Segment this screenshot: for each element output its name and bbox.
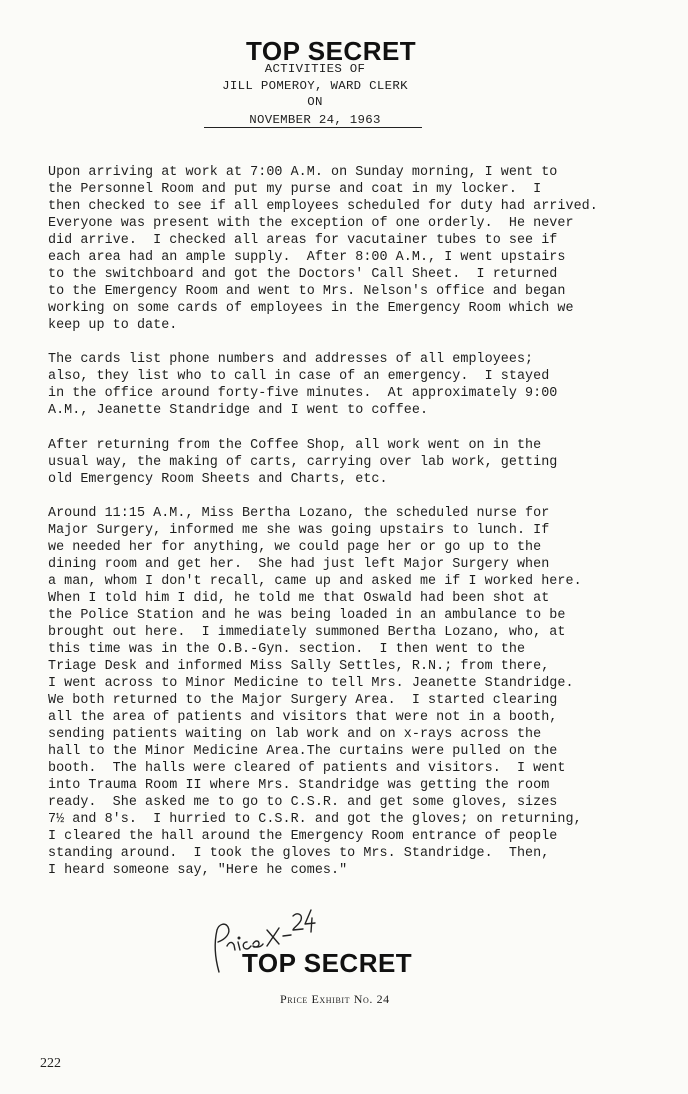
text-line: booth. The halls were cleared of patients and visitors. I went xyxy=(48,761,566,776)
top-secret-stamp-header: TOP SECRET xyxy=(246,36,417,66)
text-line: to the switchboard and got the Doctors' Call Sheet. I returned xyxy=(48,267,558,282)
text-line: I cleared the hall around the Emergency Room entrance of people xyxy=(48,829,558,844)
text-line: old Emergency Room Sheets and Charts, etc. xyxy=(48,472,388,487)
exhibit-label: Price Exhibit No. 24 xyxy=(280,992,390,1006)
text-line: the Personnel Room and put my purse and coat in my locker. I xyxy=(48,182,542,197)
text-line: also, they list who to call in case of an emergency. I stayed xyxy=(48,369,550,384)
text-line: each area had an ample supply. After 8:00 A.M., I went upstairs xyxy=(48,250,566,265)
text-line: the Police Station and he was being loaded in an ambulance to be xyxy=(48,608,566,623)
text-line: I went across to Minor Medicine to tell Mrs. Jeanette Standridge. xyxy=(48,676,574,691)
text-line: A.M., Jeanette Standridge and I went to coffee. xyxy=(48,403,429,418)
text-line: into Trauma Room II where Mrs. Standridge was getting the room xyxy=(48,778,550,793)
header-on: ON xyxy=(307,95,323,109)
header-person-name: JILL POMEROY, WARD CLERK xyxy=(222,79,408,93)
text-line: this time was in the O.B.-Gyn. section. I then went to the xyxy=(48,642,526,657)
text-line: standing around. I took the gloves to Mrs. Standridge. Then, xyxy=(48,846,550,861)
text-line: 7½ and 8's. I hurried to C.S.R. and got the gloves; on returning, xyxy=(48,812,582,827)
text-line: brought out here. I immediately summoned Bertha Lozano, who, at xyxy=(48,625,566,640)
text-line: sending patients waiting on lab work and on x-rays across the xyxy=(48,727,542,742)
text-line: hall to the Minor Medicine Area.The curtains were pulled on the xyxy=(48,744,558,759)
text-line: The cards list phone numbers and addresses of all employees; xyxy=(48,352,534,367)
text-line: Around 11:15 A.M., Miss Bertha Lozano, the scheduled nurse for xyxy=(48,506,550,521)
paragraph-oswald-arrival xyxy=(48,505,688,879)
text-line: I heard someone say, "Here he comes." xyxy=(48,863,348,878)
text-line: we needed her for anything, we could page her or go up to the xyxy=(48,540,542,555)
header-activities-of: ACTIVITIES OF xyxy=(264,62,366,76)
text-line: keep up to date. xyxy=(48,318,178,333)
page-number: 222 xyxy=(40,1056,61,1071)
text-line: all the area of patients and visitors that were not in a booth, xyxy=(48,710,558,725)
text-line: then checked to see if all employees scheduled for duty had arrived. xyxy=(48,199,598,214)
text-line: in the office around forty-five minutes. At approximately 9:00 xyxy=(48,386,558,401)
text-line: When I told him I did, he told me that Oswald had been shot at xyxy=(48,591,550,606)
paragraph-arrival xyxy=(48,164,688,334)
header-underline xyxy=(204,127,422,128)
text-line: ready. She asked me to go to C.S.R. and get some gloves, sizes xyxy=(48,795,558,810)
text-line: to the Emergency Room and went to Mrs. Nelson's office and began xyxy=(48,284,566,299)
text-line: Upon arriving at work at 7:00 A.M. on Sunday morning, I went to xyxy=(48,165,558,180)
text-line: Major Surgery, informed me she was going upstairs to lunch. If xyxy=(48,523,550,538)
text-line: Everyone was present with the exception of one orderly. He never xyxy=(48,216,574,231)
text-line: After returning from the Coffee Shop, all work went on in the xyxy=(48,438,542,453)
paragraph-cards xyxy=(48,351,688,419)
text-line: Triage Desk and informed Miss Sally Settles, R.N.; from there, xyxy=(48,659,550,674)
text-line: usual way, the making of carts, carrying over lab work, getting xyxy=(48,455,558,470)
text-line: We both returned to the Major Surgery Area. I started clearing xyxy=(48,693,558,708)
top-secret-stamp-footer: TOP SECRET xyxy=(242,948,413,978)
text-line: did arrive. I checked all areas for vacutainer tubes to see if xyxy=(48,233,558,248)
header-date: NOVEMBER 24, 1963 xyxy=(249,113,381,127)
text-line: working on some cards of employees in the Emergency Room which we xyxy=(48,301,574,316)
text-line: a man, whom I don't recall, came up and asked me if I worked here. xyxy=(48,574,582,589)
text-line: dining room and get her. She had just left Major Surgery when xyxy=(48,557,550,572)
paragraph-coffee-shop xyxy=(48,437,688,488)
